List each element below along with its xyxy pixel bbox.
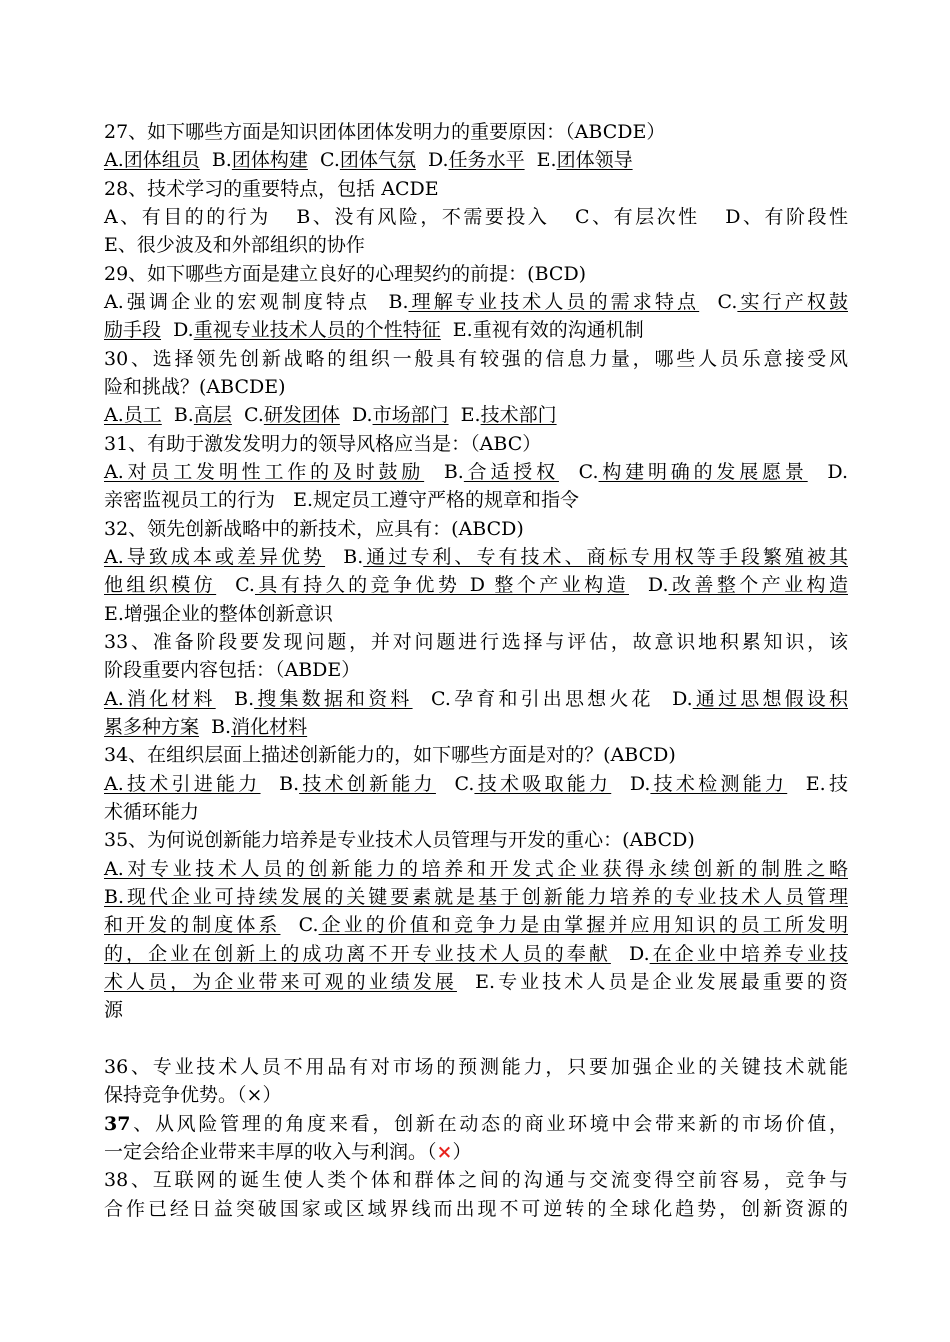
answer-mark: × [436,1141,453,1163]
question-31-options-cont: 亲密监视员工的行为 E.规定员工遵守严格的规章和指令 [104,489,580,511]
question-35-options-3 [104,911,848,939]
option-d-cont: 术人员，为企业带来可观的业绩发展 [104,971,457,993]
question-34-options [104,770,848,798]
option-c: 企业的价值和竞争力是由掌握并应用知识的员工所发明 [318,914,848,936]
option-c-cont: 励手段 [104,319,162,341]
option-e: 消化材料 [231,716,308,738]
option-b: 技术创新能力 [299,773,436,795]
option-b: 合适授权 [463,461,559,483]
question-30-options [104,401,848,429]
question-36: 36、专业技术人员不用品有对市场的预测能力，只要加强企业的关键技术就能 [104,1056,848,1078]
question-29: 29、如下哪些方面是建立良好的心理契约的前提：(BCD) [104,263,587,285]
option-d-prefix: D. [629,574,669,596]
option-c-cont: 的，企业在创新上的成功离不开专业技术人员的奉献 [104,943,611,965]
option-c: C.孕育和引出思想火花 D. [412,688,693,710]
option-d-prefix: D. [161,319,194,341]
option-b: 理解专业技术人员的需求特点 [408,291,700,313]
option-d: 重视专业技术人员的个性特征 [193,319,441,341]
option-b: 团体构建 [231,149,308,171]
option-c: 技术吸取能力 [474,773,612,795]
option-d-prefix: D. [339,404,373,426]
option-c-prefix: C. [307,149,340,171]
question-29-options-cont [104,316,848,344]
option-c-prefix: C. [231,404,264,426]
option-b-prefix: B. [424,461,464,483]
option-a: A.导致成本或差异优势 [104,546,326,568]
option-b: 通过专利、专有技术、商标专用权等手段繁殖被其 [363,546,848,568]
option-a: A.技术引进能力 [104,773,261,795]
question-28-options-cont: E、很少波及和外部组织的协作 [104,234,365,256]
option-d: 市场部门 [372,404,449,426]
question-36-text: 保持竞争优势。（ [104,1084,247,1106]
question-33-options [104,685,848,713]
option-d-prefix: D. [610,943,650,965]
option-d: 在企业中培养专业技 [649,943,848,965]
question-31-options [104,458,848,486]
question-27: 27、如下哪些方面是知识团体团体发明力的重要原因：（ABCDE） [104,121,666,143]
question-27-options [104,146,848,174]
question-31: 31、有助于激发发明力的领导风格应当是：（ABC） [104,433,542,455]
option-e-prefix: E. [524,149,557,171]
option-d: 改善整个产业构造 [668,574,848,596]
option-d-cont: 累多种方案 [104,716,200,738]
option-c-prefix: C. [558,461,599,483]
question-35-options-4 [104,940,848,968]
option-a: A.员工 [104,404,162,426]
option-e: 团体领导 [556,149,633,171]
question-38: 38、互联网的诞生使人类个体和群体之间的沟通与交流变得空前容易，竞争与 [104,1169,848,1191]
question-33-cont: 阶段重要内容包括：（ABDE） [104,659,361,681]
option-b-prefix: B. [215,688,255,710]
question-32: 32、领先创新战略中的新技术，应具有：(ABCD) [104,518,524,540]
option-d-prefix: D. [415,149,449,171]
question-28: 28、技术学习的重要特点，包括 ACDE [104,178,439,200]
question-33: 33、准备阶段要发现问题，并对问题进行选择与评估，故意识地积累知识，该 [104,631,848,653]
question-28-options: A、有目的的行为 B、没有风险，不需要投入 C、有层次性 D、有阶段性 [104,206,848,228]
question-35-option-a: A.对专业技术人员的创新能力的培养和开发式企业获得永续创新的制胜之略 [104,858,848,880]
option-c: 研发团体 [263,404,340,426]
question-32-options [104,543,848,571]
option-b-prefix: B. [161,404,194,426]
question-38-cont: 合作已经日益突破国家或区域界线而出现不可逆转的全球化趋势，创新资源的 [104,1198,848,1220]
question-30: 30、选择领先创新战略的组织一般具有较强的信息力量，哪些人员乐意接受风 [104,348,848,370]
question-35-option-b: B.现代企业可持续发展的关键要素就是基于创新能力培养的专业技术人员管理 [104,886,848,908]
option-e-prefix: E.技 [787,773,848,795]
question-33-options-cont [104,713,848,741]
option-e-prefix: E. [448,404,481,426]
question-37-number: 37 [104,1113,131,1135]
option-c: 团体气氛 [339,149,416,171]
option-b-cont: 和开发的制度体系 [104,914,281,936]
question-37-text-cont: 一定会给企业带来丰厚的收入与利润。（ [104,1141,437,1163]
option-b-cont: 他组织模仿 [104,574,217,596]
option-d: 通过思想假设积 [692,688,848,710]
question-32-options-cont [104,571,848,599]
option-d: 技术检测能力 [650,773,788,795]
question-30-cont: 险和挑战？(ABCDE) [104,376,286,398]
option-c: 构建明确的发展愿景 [598,461,808,483]
option-b: 搜集数据和资料 [254,688,413,710]
question-34: 34、在组织层面上描述创新能力的，如下哪些方面是对的？(ABCD) [104,744,676,766]
option-b-prefix: B. [199,149,232,171]
option-e: E.重视有效的沟通机制 [440,319,644,341]
question-35: 35、为何说创新能力培养是专业技术人员管理与开发的重心：(ABCD) [104,829,695,851]
option-a: A.团体组员 [104,149,200,171]
option-d-prefix: D. [807,461,848,483]
option-b-prefix: B. [260,773,300,795]
question-37-text: 、从风险管理的角度来看，创新在动态的商业环境中会带来新的市场价值， [130,1113,848,1135]
option-b-prefix: B. [325,546,364,568]
question-29-options [104,288,848,316]
option-e-prefix: B. [199,716,232,738]
question-34-option-e: 术循环能力 [104,801,200,823]
option-e: 技术部门 [480,404,557,426]
option-c-prefix: C. [435,773,475,795]
question-35-options-5 [104,968,848,996]
answer-close: ） [262,1084,282,1106]
question-32-option-e: E.增强企业的整体创新意识 [104,603,333,625]
option-a: A.对员工发明性工作的及时鼓励 [104,461,425,483]
option-d-prefix: D. [611,773,651,795]
option-a: A.消化材料 [104,688,216,710]
option-c-prefix: C. [699,291,738,313]
option-c: 具有持久的竞争优势 D 整个产业构造 [254,574,629,596]
answer-close: ） [452,1141,472,1163]
question-36-cont [104,1081,848,1109]
option-a: A.强调企业的宏观制度特点 B. [104,291,409,313]
option-c-prefix: C. [216,574,255,596]
question-35-option-e-cont: 源 [104,999,124,1021]
option-c: 实行产权鼓 [737,291,848,313]
question-37-cont [104,1138,848,1166]
option-e: E.专业技术人员是企业发展最重要的资 [456,971,848,993]
option-c-prefix: C. [280,914,319,936]
question-37 [104,1110,848,1138]
option-b: 高层 [193,404,232,426]
option-d: 任务水平 [448,149,525,171]
answer-mark: × [246,1084,263,1106]
